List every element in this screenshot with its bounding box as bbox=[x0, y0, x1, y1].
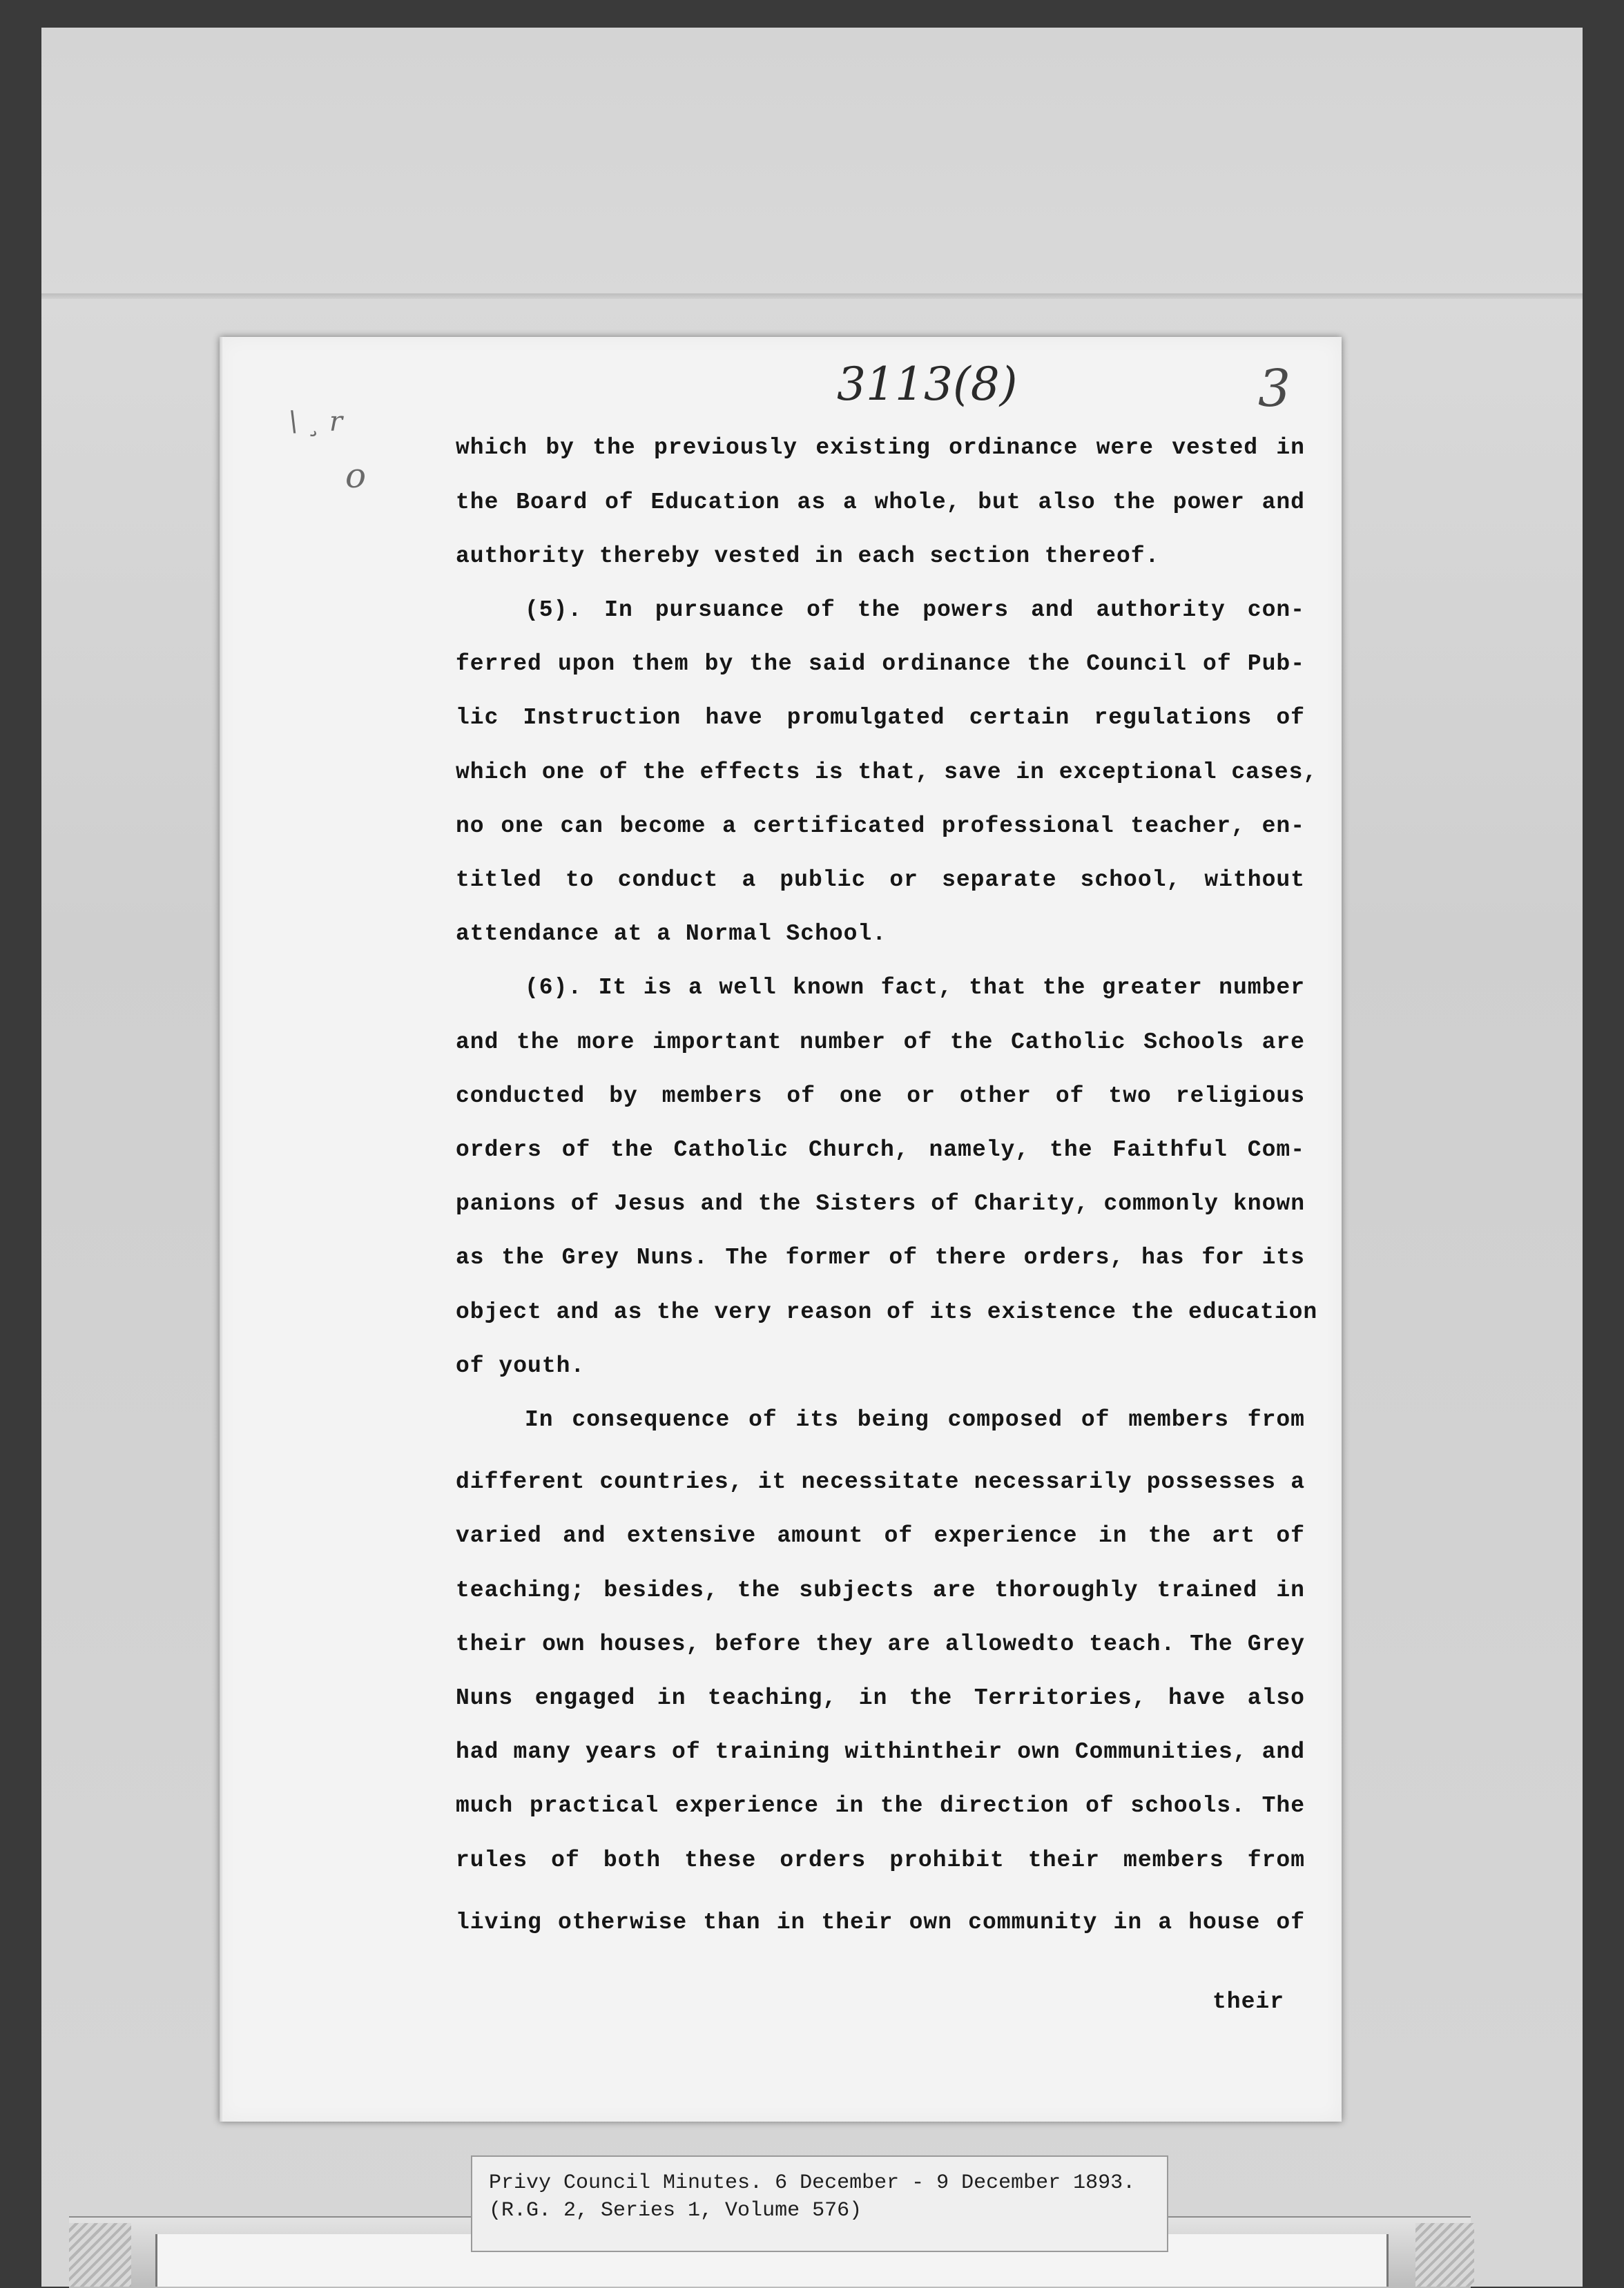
text-line: In consequence of its being composed of members from bbox=[525, 1407, 1305, 1433]
text-line: lic Instruction have promulgated certain regulations of bbox=[456, 705, 1305, 730]
text-line: and the more important number of the Catholic Schools are bbox=[456, 1029, 1305, 1055]
text-line: different countries, it necessitate necessarily possesses a bbox=[456, 1469, 1305, 1495]
text-line: their own houses, before they are allowedto teach. The Grey bbox=[456, 1631, 1305, 1657]
text-line: which by the previously existing ordinance were vested in bbox=[456, 435, 1305, 460]
catchword: their bbox=[1212, 1989, 1285, 2015]
text-line: no one can become a certificated professional teacher, en- bbox=[456, 813, 1305, 839]
handwritten-page-number: 3 bbox=[1258, 359, 1291, 418]
page-edge-shadow bbox=[220, 337, 224, 2122]
archival-caption-label bbox=[471, 2155, 1168, 2252]
text-line: teaching; besides, the subjects are thoroughly trained in bbox=[456, 1578, 1305, 1603]
text-line: much practical experience in the direction of schools. The bbox=[456, 1793, 1305, 1819]
handwritten-page-reference: 3113(8) bbox=[837, 358, 1018, 411]
holder-clip-left bbox=[69, 2223, 131, 2287]
text-line: rules of both these orders prohibit their members from bbox=[456, 1848, 1305, 1873]
text-line: which one of the effects is that, save in exceptional cases, bbox=[456, 759, 1318, 785]
text-line: living otherwise than in their own community in a house of bbox=[456, 1910, 1305, 1935]
text-line: attendance at a Normal School. bbox=[456, 921, 887, 947]
text-line: as the Grey Nuns. The former of there orders, has for its bbox=[456, 1245, 1305, 1270]
margin-circle-mark: o bbox=[345, 456, 367, 496]
text-line: authority thereby vested in each section thereof. bbox=[456, 543, 1160, 569]
text-line: varied and extensive amount of experience in the art of bbox=[456, 1523, 1305, 1549]
text-line: conducted by members of one or other of two religious bbox=[456, 1083, 1305, 1109]
caption-line-2: (R.G. 2, Series 1, Volume 576) bbox=[489, 2199, 862, 2222]
margin-mark: \ ¸ r bbox=[289, 406, 343, 438]
text-line: orders of the Catholic Church, namely, the Faithful Com- bbox=[456, 1137, 1305, 1163]
fold-line bbox=[41, 293, 1583, 299]
text-line: titled to conduct a public or separate school, without bbox=[456, 867, 1305, 893]
text-line: the Board of Education as a whole, but also the power and bbox=[456, 489, 1305, 515]
text-line: object and as the very reason of its existence the education bbox=[456, 1299, 1318, 1325]
document-page bbox=[220, 337, 1342, 2122]
holder-clip-right bbox=[1415, 2223, 1474, 2287]
text-line: (5). In pursuance of the powers and authority con- bbox=[525, 597, 1305, 623]
text-line: of youth. bbox=[456, 1353, 586, 1379]
caption-line-1: Privy Council Minutes. 6 December - 9 December 1893. bbox=[489, 2171, 1136, 2195]
text-line: had many years of training withintheir own Communities, and bbox=[456, 1739, 1305, 1765]
text-line: (6). It is a well known fact, that the greater number bbox=[525, 975, 1305, 1000]
text-line: ferred upon them by the said ordinance the Council of Pub- bbox=[456, 651, 1305, 677]
text-line: panions of Jesus and the Sisters of Charity, commonly known bbox=[456, 1191, 1305, 1216]
text-line: Nuns engaged in teaching, in the Territories, have also bbox=[456, 1685, 1305, 1711]
